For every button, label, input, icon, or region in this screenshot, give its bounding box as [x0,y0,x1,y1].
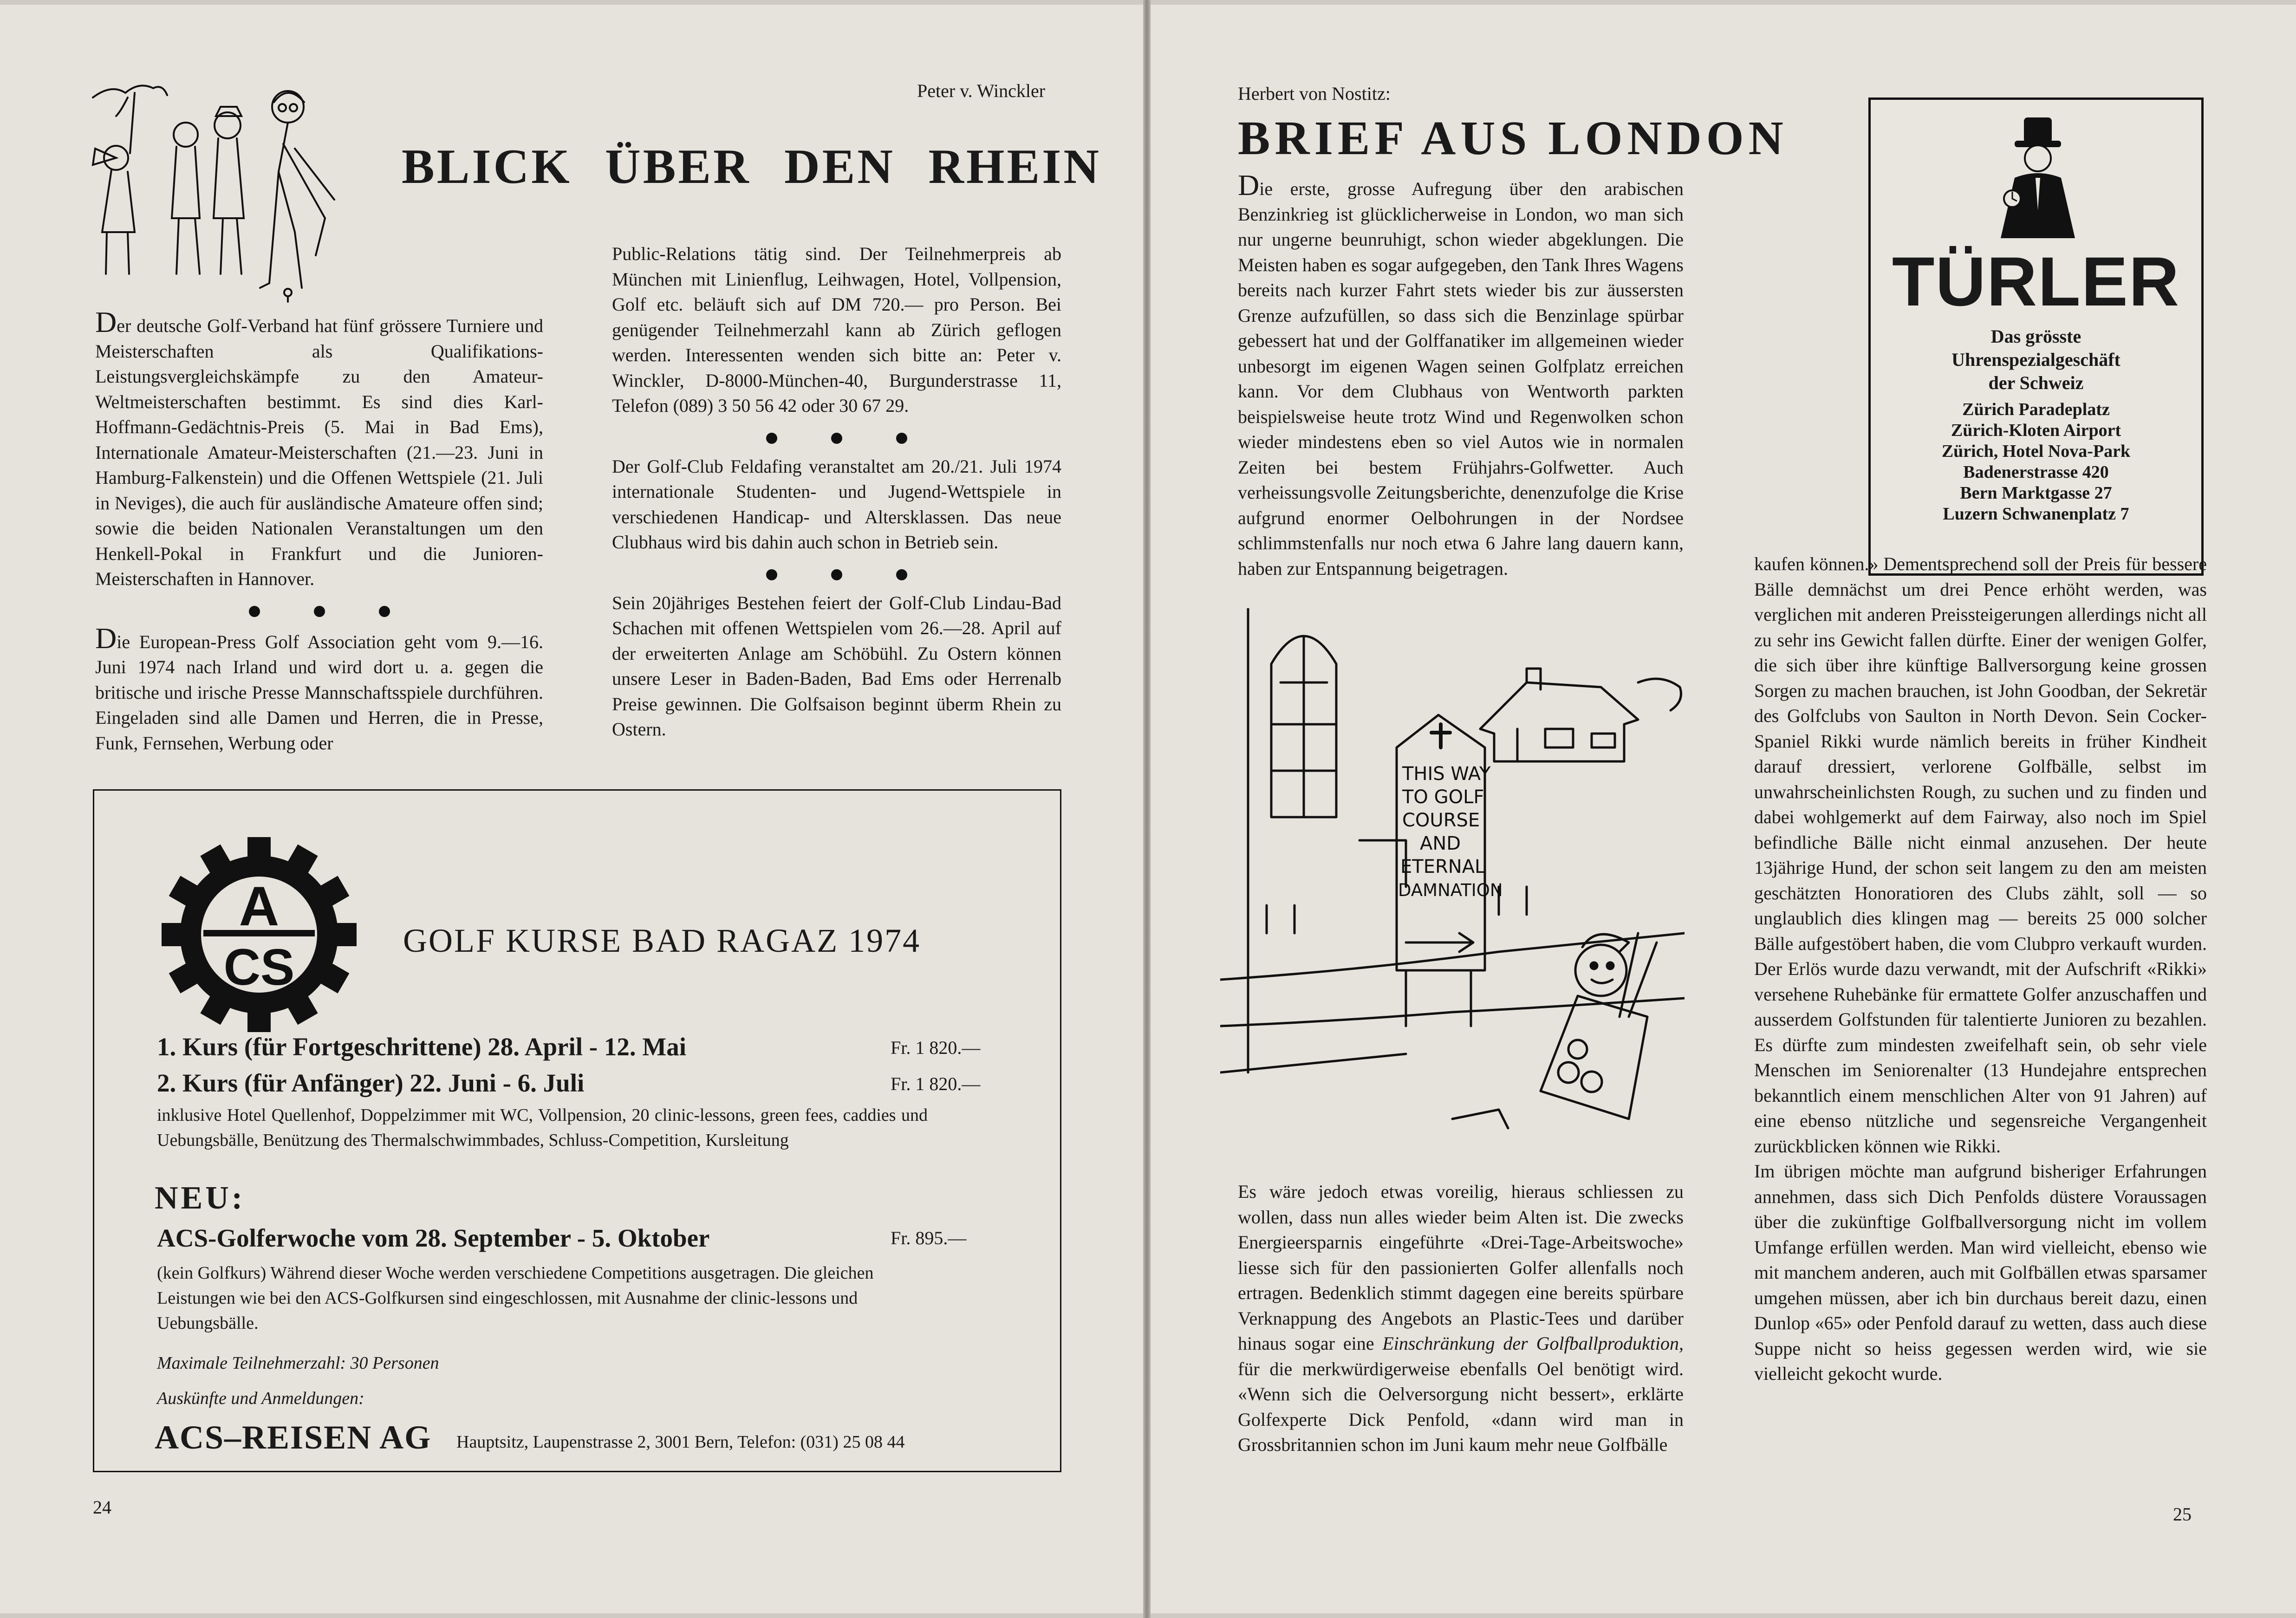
cartoon-sign-text [1398,763,1503,900]
paragraph: Sein 20jähriges Bestehen feiert der Golf-Club Lindau-Bad Schachen mit offenen Wettspielen vom 26.—28. April auf der erweiterten Anlage am Schöbühl. Zu Ostern können unsere Leser in Baden-Baden, Bad Ems oder Herrenalb Preise gewinnen. Die Golfsaison beginnt überm Rhein zu Ostern. [612,592,1061,740]
sign-line: TO GOLF [1402,786,1484,808]
sign-line: AND [1420,833,1461,854]
paragraph-text: für die merkwürdigerweise ebenfalls Oel benötigt wird. «Wenn sich die Oelversorgung nicht bessert», erklärte Golfexperte Dick Penfold, «dann wird man in Grossbritannien schon im Juni kaum mehr neue Golfbälle [1238,1358,1684,1455]
bullet [896,433,907,444]
golf-week-price: Fr. 895.— [891,1228,967,1248]
article-title: BLICK ÜBER DEN RHEIN [402,139,1101,194]
brand-tagline [1871,325,2201,395]
left-page [0,5,1143,1613]
bullet [249,606,260,617]
paragraph: Der Golf-Club Feldafing veranstaltet am 20./21. Juli 1974 internationale Studenten- und Jugend-Wettspiele in verschiedenen Handicap- und Altersklassen. Das neue Clubhaus wird bis dahin auch schon in Betrieb sein. [612,455,1061,552]
paragraph [95,621,543,756]
golf-cartoon [1220,608,1685,1170]
golfers-cartoon [84,79,371,306]
sign-line: DAMNATION [1398,880,1503,900]
course-1: 1. Kurs (für Fortgeschrittene) 28. April - 12. Mai [157,1033,687,1061]
article-column-2 [612,241,1061,742]
company-name: ACS–REISEN AG [155,1419,432,1456]
article-column-1 [1238,169,1684,581]
store-address: Zürich, Hotel Nova-Park [1941,442,2131,461]
golf-week-description: (kein Golfkurs) Während dieser Woche werden verschiedene Competitions ausgetragen. Die gleichen Leistungen wie bei den ACS-Golfkursen sind eingeschlossen, mit Ausnahme der clinic-lessons und Uebungsbälle. [157,1263,874,1333]
store-address: Bern Marktgasse 27 [1960,483,2112,503]
sign-line: COURSE [1402,810,1480,831]
article-byline: Herbert von Nostitz: [1238,83,1391,104]
store-address: Luzern Schwanenplatz 7 [1943,504,2129,524]
store-addresses [1871,399,2201,525]
paragraph: kaufen können.» Dementsprechend soll der Preis für bessere Bälle demnächst um drei Pence erhöht werden, was verglichen mit anderen Preissteigerungen allerdings nicht all zu sehr ins Gewicht fallen dürfte. Einer der wenigen Golfer, die sich über ihre künftige Ballversorgung keine grossen Sorgen zu machen brauchen, ist John Goodban, der Sekretär des Golfclubs von Saulton in North Devon. Sein Cocker-Spaniel Rikki wurde nämlich bereits in früher Kindheit darauf dressiert, verlorene Golfbälle, selbst im unwahrscheinlichsten Rough, zu suchen und zu finden und dabei wohlgemerkt auf dem Fairway, also noch im Spiel befindliche Bälle nicht einmal anzusehen. Der heute 13jährige Hund, der schon seit langem zu den am meisten geschätzten Honoratioren des Clubs zählt, soll — so unglaublich dies klingen mag — bereits 25 000 solcher Bälle aufgestöbert haben, die vom Clubpro verkauft wurden. Der Erlös wurde dazu verwandt, mit der Aufschrift «Rikki» versehene Ruhebänke für ermattete Golfer anzuschaffen und ausserdem Golfstunden für talentierte Junioren zu bezahlen. Es dürfte zum mindesten zweifelhaft sein, ob sehr viele Menschen im Seniorenalter (13 Hundejahre entsprechen bekanntlich einem menschlichen Alter von 91 Jahren) auf eine ebenso nützliche und segensreiche Vergangenheit zurückblicken können wie Rikki. [1754,553,2207,1157]
logo-letters-bottom: CS [223,939,295,996]
company-address: Hauptsitz, Laupenstrasse 2, 3001 Bern, Telefon: (031) 25 08 44 [456,1432,905,1452]
paragraph [1238,1179,1684,1458]
acs-advertisement [93,789,1061,1472]
article-column-1 [95,305,543,756]
bullet [831,569,842,580]
section-divider [739,433,934,444]
right-page [1151,5,2296,1613]
initial-letter: D [95,621,117,655]
paragraph-text: er deutsche Golf-Verband hat fünf grössere Turniere und Meisterschaften als Qualifikations-Leistungsvergleichskämpfe zu den Amateur-Weltmeisterschaften bestimmt. Es sind dies Karl-Hoffmann-Gedächtnis-Preis (5. Mai in Bad Ems), Internationale Amateur-Meisterschaften (21.—23. Juni in Hamburg-Falkenstein) und die Offenen Wettspiele (21. Juli in Neviges), die auch für ausländische Amateure offen sind; sowie die beiden Nationalen Veranstaltungen um den Henkell-Pokal in Frankfurt und die Junioren-Meisterschaften in Hannover. [95,315,543,589]
logo-letter-top: A [239,875,280,937]
bullet [766,433,777,444]
turler-advertisement [1868,97,2204,576]
bullet [896,569,907,580]
sign-line: ETERNAL [1400,856,1485,877]
sign-line: THIS WAY [1402,763,1491,785]
bullet [766,569,777,580]
bullet [831,433,842,444]
section-divider [222,606,417,617]
golf-week: ACS-Golferwoche vom 28. September - 5. Oktober [157,1224,710,1252]
course-1-price: Fr. 1 820.— [891,1037,981,1058]
bullet [314,606,325,617]
store-address: Zürich-Kloten Airport [1951,421,2121,440]
paragraph-text: ie erste, grosse Aufregung über den arabischen Benzinkrieg ist glücklicherweise in London, wo man sich nur ungerne beunruhigt, schon wieder abgeklungen. Die Meisten haben es sogar aufgegeben, den Tank Ihres Wagens bereits nach kurzer Fahrt stets wieder bis zur äussersten Grenze aufzufüllen, so dass sich die Benzinlage spürbar gebessert hat und der Golffanatiker im allgemeinen wieder unbesorgt im eigenen Wagen seinen Golfplatz erreichen kann. Vor dem Clubhaus von Wentworth parkten beispielsweise heute trotz Wind und Regenwolken schon wieder mindestens eben so viel Autos wie in normalen Zeiten bei bestem Frühjahrs-Golfwetter. Auch verheissungsvolle Zeitungsberichte, denenzufolge die Krise aufgrund enormer Oelbohrungen in der Nordsee schlimmstenfalls nur noch etwa 6 Jahre lang dauern kann, haben zur Entspannung beigetragen. [1238,178,1684,579]
article-column-1-continued [1238,1179,1684,1458]
acs-gear-logo [162,837,357,1032]
initial-letter: D [95,305,117,338]
page-number: 24 [93,1497,111,1518]
tagline-line: Das grösste [1990,326,2081,347]
course-2: 2. Kurs (für Anfänger) 22. Juni - 6. Juli [157,1069,585,1097]
course-inclusive-text: inklusive Hotel Quellenhof, Doppelzimmer mit WC, Vollpension, 20 clinic-lessons, green fees, caddies und Uebungsbälle, Benützung des Thermalschwimmbades, Schluss-Competition, Kursleitung [157,1105,928,1150]
paragraph: Im übrigen möchte man aufgrund bisheriger Erfahrungen annehmen, dass sich Dich Penfolds düstere Voraussagen über die zukünftige Golfballversorgung nicht im vollem Umfange erfüllen werden. Man wird vielleicht, ebenso wie mit manchem anderen, auch mit Golfbällen etwas sparsamer umgehen müssen, aber ich bin durchaus bereit dazu, einen Dunlop «65» oder Penfold darauf zu wetten, dass auch diese Suppe nicht so heiss gegessen werden wird, wie sie vielleicht gekocht wurde. [1754,1161,2207,1384]
bullet [379,606,390,617]
max-participants: Maximale Teilnehmerzahl: 30 Personen [157,1353,439,1373]
paragraph: Public-Relations tätig sind. Der Teilnehmerpreis ab München mit Linienflug, Leihwagen, Hotel, Vollpension, Golf etc. beläuft sich auf DM 720.— pro Person. Bei genügender Teilnehmerzahl kann ab Zürich geflogen werden. Interessenten wenden sich bitte an: Peter v. Winckler, D-8000-München-40, Burgunderstrasse 11, Telefon (089) 3 50 56 42 oder 30 67 29. [612,243,1061,416]
article-byline: Peter v. Winckler [917,80,1046,101]
book-gutter [1143,0,1151,1618]
page-number: 25 [2173,1504,2192,1525]
emphasis-text: Einschränkung der Golfballproduktion, [1382,1333,1684,1354]
info-label: Auskünfte und Anmeldungen: [157,1389,364,1408]
gentleman-illustration [1987,117,2089,238]
store-address: Zürich Paradeplatz [1962,400,2110,419]
article-title: BRIEF AUS LONDON [1238,111,1788,165]
section-divider [739,569,934,580]
initial-letter: D [1238,169,1260,201]
paragraph-text: Es wäre jedoch etwas voreilig, hieraus schliessen zu wollen, dass nun alles wieder beim Alten ist. Die zwecks Energieersparnis eingeführte «Drei-Tage-Arbeitswoche» liesse sich für den passionierten Golfer allenfalls noch ertragen. Bedenklich stimmt dagegen eine bereits spürbare Verknappung des Angebots an Plastic-Tees und darüber hinaus sogar eine [1238,1181,1684,1354]
tagline-line: der Schweiz [1988,372,2084,393]
paragraph-text: ie European-Press Golf Association geht vom 9.—16. Juni 1974 nach Irland und wird dort u. a. gegen die britische und irische Presse Mannschaftsspiele durchführen. Eingeladen sind alle Damen und Herren, die in Presse, Funk, Fernsehen, Werbung oder [95,631,543,754]
article-column-2 [1754,552,2207,1387]
course-2-price: Fr. 1 820.— [891,1073,981,1094]
paragraph [95,305,543,592]
new-label: NEU: [155,1180,246,1216]
brand-name: TÜRLER [1892,242,2180,320]
paragraph [1238,169,1684,581]
tagline-line: Uhrenspezialgeschäft [1951,349,2120,370]
ad-headline: GOLF KURSE BAD RAGAZ 1974 [403,922,921,959]
store-address: Badenerstrasse 420 [1963,462,2109,482]
